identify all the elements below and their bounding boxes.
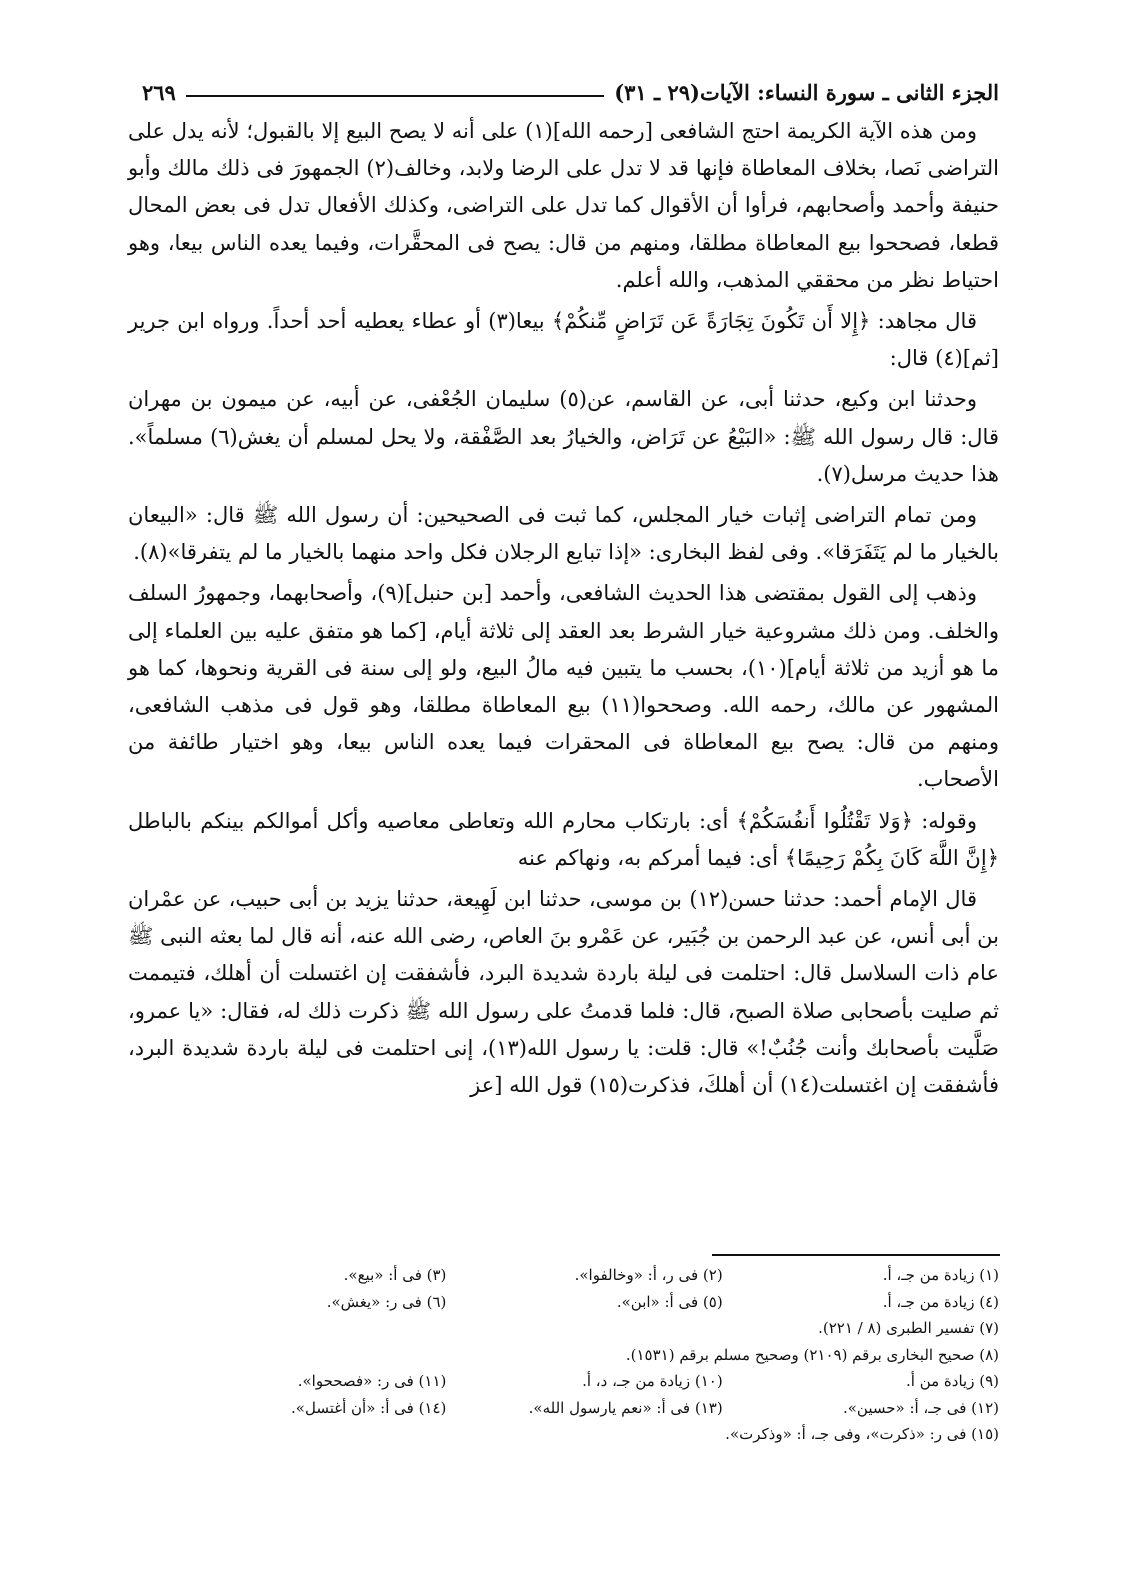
- paragraph: وذهب إلى القول بمقتضى هذا الحديث الشافعى، وأحمد [بن حنبل](٩)، وأصحابهما، وجمهورُ السلف والخلف. ومن ذلك مشروعية خيار الشرط بعد العقد إلى ثلاثة أيام، [كما هو متفق عليه بين العلماء إلى ما هو أزيد من ثلاثة أيام](١٠)، بحسب ما يتبين فيه مالُ البيع، ولو إلى سنة فى القرية ونحوها، كما هو المشهور عن مالك، رحمه الله. وصححوا(١١) بيع المعاطاة مطلقا، وهو قول فى مذهب الشافعى، ومنهم من قال: يصح بيع المعاطاة فى المحقرات فيما يعده الناس بيعا، وهو اختيار طائفة من الأصحاب.: [128, 581, 1000, 792]
- footnote: (٣) فى أ: «بيع».: [343, 1266, 447, 1284]
- footnote: (٨) صحيح البخارى برقم (٢١٠٩) وصحيح مسلم برقم (١٥٣١).: [625, 1345, 999, 1364]
- footnote: (١٤) فى أ: «أن أغتسل».: [291, 1398, 447, 1417]
- footnote-row: [170, 1421, 999, 1448]
- header-title: الجزء الثانى ـ سورة النساء: الآيات(٢٩ ـ ٣١): [614, 79, 999, 105]
- running-header: [142, 72, 999, 112]
- footnote: (١١) فى ر: «فصححوا».: [297, 1372, 447, 1390]
- footnote-row: [170, 1395, 999, 1422]
- footnote: (١٢) فى جـ، أ: «حسين».: [842, 1398, 999, 1417]
- paragraph: قال الإمام أحمد: حدثنا حسن(١٢) بن موسى، حدثنا ابن لَهِيعة، حدثنا يزيد بن أبى حبيب، عن عمْران بن أبى أنس، عن عبد الرحمن بن جُبَير، عن عَمْرو بنَ العاص، رضى الله عنه، أنه قال لما بعثه النبى ﷺ عام ذات السلاسل قال: احتلمت فى ليلة باردة شديدة البرد، فأشفقت إن اغتسلت أن أهلك، فتيممت ثم صليت بأصحابى صلاة الصبح، قال: فلما قدمتُ على رسول الله ﷺ ذكرت ذلك له، فقال: «يا عمرو، صَلَّيت بأصحابك وأنت جُنُبٌ!» قال: قلت: يا رسول الله(١٣)، إنى احتلمت فى ليلة باردة شديدة البرد، فأشفقت إن اغتسلت(١٤) أن أهلكَ، فذكرت(١٥) قول الله [عز: [128, 887, 1000, 1098]
- header-rule: [186, 95, 604, 97]
- paragraph: وقوله: ﴿وَلا تَقْتُلُوا أَنفُسَكُمْ﴾ أى: بارتكاب محارم الله وتعاطى معاصيه وأكل أموالكم بينكم بالباطل ﴿إِنَّ اللَّهَ كَانَ بِكُمْ رَحِيمًا﴾ أى: فيما أمركم به، ونهاكم عنه: [128, 808, 999, 870]
- footnote-row: [170, 1315, 999, 1342]
- footnote-row: [170, 1289, 999, 1316]
- footnote: (١٠) زيادة من جـ، د، أ.: [582, 1372, 723, 1390]
- paragraph: ومن تمام التراضى إثبات خيار المجلس، كما ثبت فى الصحيحين: أن رسول الله ﷺ قال: «البيعان بالخيار ما لم يَتَفَرَقا». وفى لفظ البخارى: «إذا تبايع الرجلان فكل واحد منهما بالخيار ما لم يتفرقا»(٨).: [128, 503, 999, 565]
- footnote: (٢) فى ر، أ: «وخالفوا».: [574, 1266, 723, 1284]
- paragraph: قال مجاهد: ﴿إِلا أَن تَكُونَ تِجَارَةً عَن تَرَاضٍ مِّنكُمْ﴾ بيعا(٣) أو عطاء يعطيه أحد أحداً. ورواه ابن جرير [ثم](٤) قال:: [128, 309, 999, 371]
- footnote-row: [170, 1342, 999, 1369]
- paragraph: وحدثنا ابن وكيع، حدثنا أبى، عن القاسم، عن(٥) سليمان الجُعْفى، عن أبيه، عن ميمون بن مهران قال: قال رسول الله ﷺ: «البَيْعُ عن تَرَاض، والخيارُ بعد الصَّفْقة، ولا يحل لمسلم أن يغش(٦) مسلماً». هذا حديث مرسل(٧).: [128, 387, 999, 486]
- footnote-row: [170, 1368, 999, 1395]
- footnote: (٩) زيادة من أ.: [906, 1372, 999, 1390]
- footnote: (١) زيادة من جـ، أ.: [882, 1266, 999, 1284]
- footnote-row: [170, 1262, 999, 1289]
- footnote: (١٥) فى ر: «ذكرت»، وفى جـ، أ: «وذكرت».: [725, 1425, 999, 1443]
- main-text: [128, 113, 999, 1108]
- footnote: (٤) زيادة من جـ، أ.: [882, 1292, 999, 1311]
- footnotes: [170, 1262, 999, 1448]
- footnote: (٥) فى أ: «ابن».: [616, 1292, 723, 1311]
- footnote: (٦) فى ر: «يغش».: [326, 1292, 447, 1311]
- paragraph: ومن هذه الآية الكريمة احتج الشافعى [رحمه الله](١) على أنه لا يصح البيع إلا بالقبول؛ لأنه يدل على التراضى نَصا، بخلاف المعاطاة فإنها قد لا تدل على الرضا ولابد، وخالف(٢) الجمهورَ فى ذلك مالك وأبو حنيفة وأحمد وأصحابهم، فرأوا أن الأقوال كما تدل على التراضى، وكذلك الأفعال تدل فى بعض المحال قطعا، فصححوا بيع المعاطاة مطلقا، ومنهم من قال: يصح فى المحقَّرات، وفيما يعده الناس بيعا، وهو احتياط نظر من محققي المذهب، والله أعلم.: [128, 119, 999, 292]
- footnote: (١٣) فى أ: «نعم يارسول الله».: [528, 1398, 723, 1417]
- footnote-separator: [712, 1254, 1000, 1256]
- footnote: (٧) تفسير الطبرى (٨ / ٢٢١).: [818, 1319, 999, 1337]
- page-number: ٢٦٩: [142, 79, 176, 105]
